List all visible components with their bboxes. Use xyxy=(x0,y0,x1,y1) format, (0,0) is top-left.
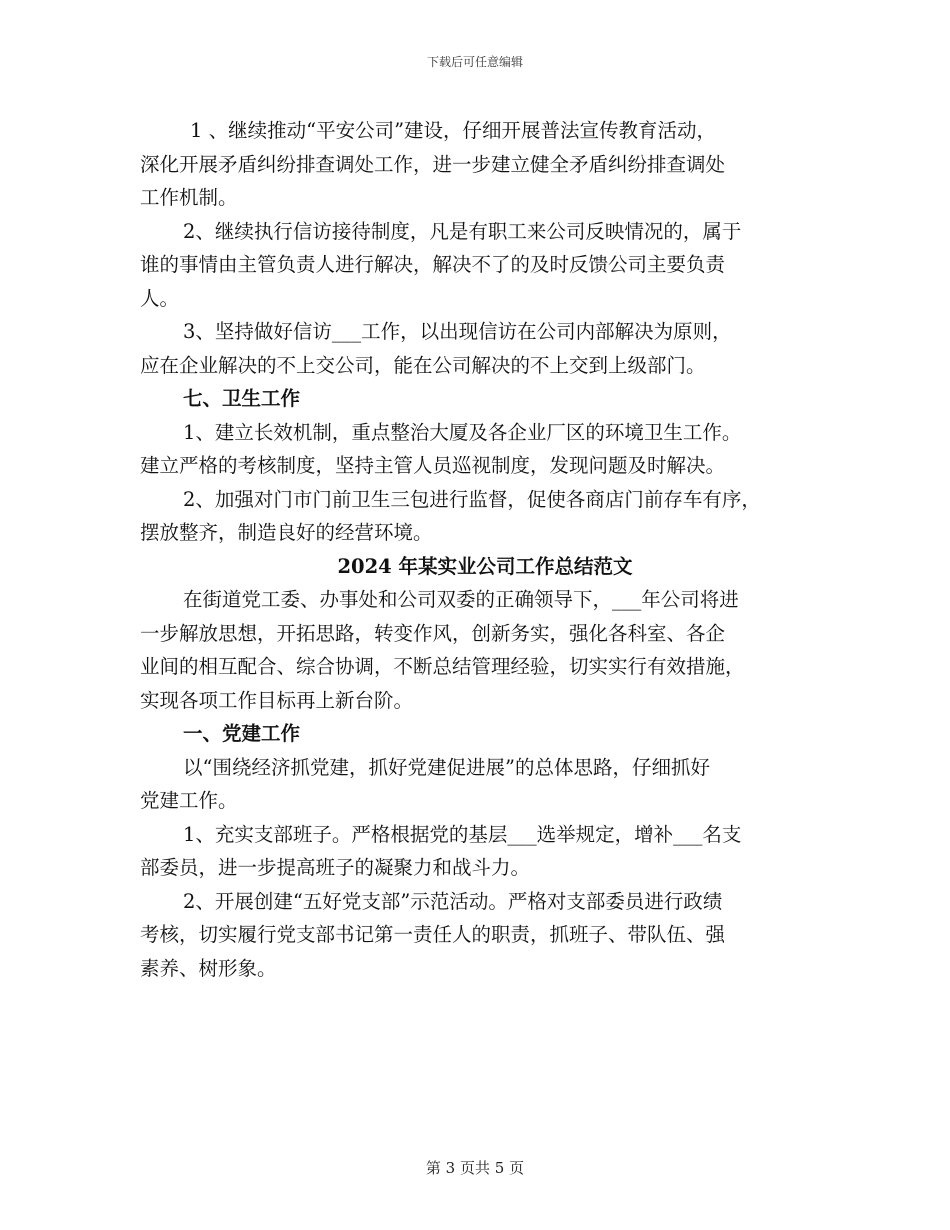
text-line: 建立严格的考核制度，坚持主管人员巡视制度，发现问题及时解决。 xyxy=(140,454,726,477)
text-line: 3、坚持做好信访___工作，以出现信访在公司内部解决为原则， xyxy=(183,320,732,343)
text-line: 人。 xyxy=(140,286,180,310)
text-line: 党建工作。 xyxy=(140,789,238,812)
text-line: 2、加强对门市门前卫生三包进行监督，促使各商店门前存车有序， xyxy=(183,487,761,511)
page-header: 下载后可任意编辑 xyxy=(426,55,523,69)
text-line: 实现各项工作目标再上新台阶。 xyxy=(140,688,414,712)
text-line: 一步解放思想，开拓思路，转变作风，创新务实，强化各科室、各企 xyxy=(140,621,726,645)
document-body xyxy=(140,114,830,985)
text-line: 在街道党工委、办事处和公司双委的正确领导下，___年公司将进 xyxy=(183,588,739,611)
text-line: 1、充实支部班子。严格根据党的基层___选举规定，增补___名支 xyxy=(183,822,742,846)
text-line: 应在企业解决的不上交公司，能在公司解决的不上交到上级部门。 xyxy=(140,353,706,377)
text-line: 工作机制。 xyxy=(140,186,238,209)
document-title: 2024 年某实业公司工作总结范文 xyxy=(337,554,633,578)
text-line: 2、开展创建“五好党支部”示范活动。严格对支部委员进行政绩 xyxy=(183,889,723,913)
text-line: 深化开展矛盾纠纷排查调处工作，进一步建立健全矛盾纠纷排查调处 xyxy=(140,152,726,176)
text-line: 素养、树形象。 xyxy=(140,956,277,980)
text-line: 1 、继续推动“平安公司”建设，仔细开展普法宣传教育活动， xyxy=(190,119,717,142)
text-line: 以“围绕经济抓党建，抓好党建促进展”的总体思路，仔细抓好 xyxy=(183,755,710,779)
text-line: 部委员，进一步提高班子的凝聚力和战斗力。 xyxy=(140,856,531,879)
text-line: 摆放整齐，制造良好的经营环境。 xyxy=(140,521,433,544)
section-heading: 七、卫生工作 xyxy=(183,387,301,410)
text-line: 谁的事情由主管负责人进行解决，解决不了的及时反馈公司主要负责 xyxy=(140,253,726,276)
section-heading: 一、党建工作 xyxy=(183,722,301,745)
page-footer: 第 3 页共 5 页 xyxy=(425,1159,525,1177)
text-line: 考核，切实履行党支部书记第一责任人的职责，抓班子、带队伍、强 xyxy=(140,923,726,946)
text-line: 1、建立长效机制，重点整治大厦及各企业厂区的环境卫生工作。 xyxy=(183,420,742,444)
text-line: 业间的相互配合、综合协调，不断总结管理经验，切实实行有效措施， xyxy=(140,655,745,678)
text-line: 2、继续执行信访接待制度，凡是有职工来公司反映情况的，属于 xyxy=(183,219,742,243)
